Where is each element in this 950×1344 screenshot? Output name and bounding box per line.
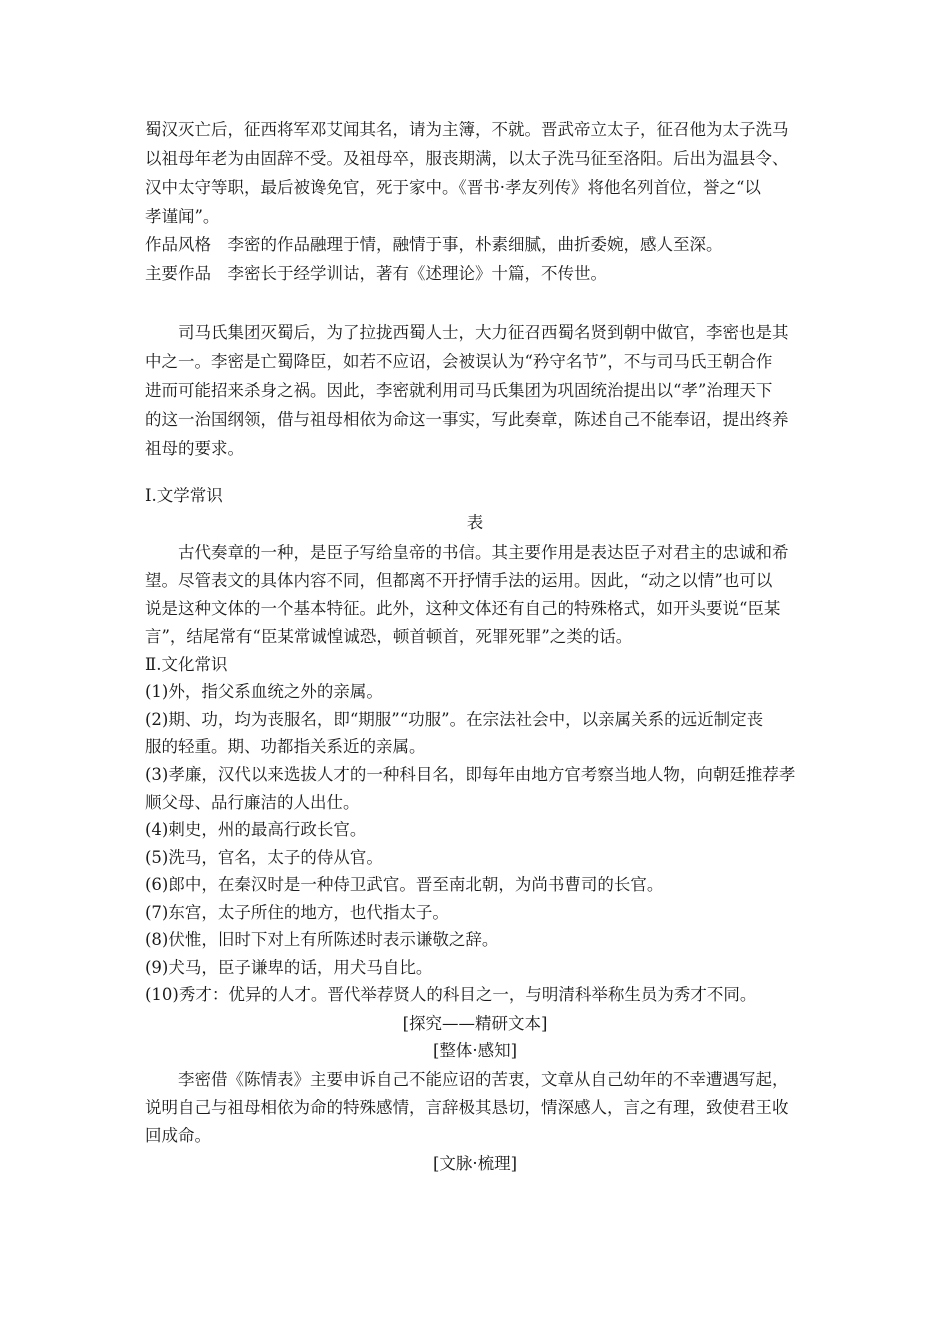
- bio-line: 以祖母年老为由固辞不受。及祖母卒，服丧期满，以太子洗马征至洛阳。后出为温县令、: [145, 149, 789, 168]
- culture-item: (5)洗马，官名，太子的侍从官。: [145, 848, 383, 867]
- section-heading-literature: Ⅰ.文学常识: [145, 486, 223, 505]
- culture-item: (7)东宫，太子所住的地方，也代指太子。: [145, 903, 449, 922]
- culture-item: (4)刺史，州的最高行政长官。: [145, 820, 367, 839]
- main-works-line: 主要作品 李密长于经学训诂，著有《述理论》十篇，不传世。: [145, 264, 607, 283]
- work-style-line: 作品风格 李密的作品融理于情，融情于事，朴素细腻，曲折委婉，感人至深。: [145, 235, 723, 254]
- biao-line: 古代奏章的一种，是臣子写给皇帝的书信。其主要作用是表达臣子对君主的忠诚和希: [178, 543, 789, 562]
- culture-item: (10)秀才：优异的人才。晋代举荐贤人的科目之一，与明清科举称生员为秀才不同。: [145, 985, 757, 1004]
- culture-item: (9)犬马，臣子谦卑的话，用犬马自比。: [145, 958, 433, 977]
- overall-heading: [整体·感知]: [432, 1041, 518, 1060]
- bio-line: 孝谨闻”。: [145, 207, 220, 226]
- overall-line: 说明自己与祖母相依为命的特殊感情，言辞极其恳切，情深感人，言之有理，致使君王收: [145, 1098, 789, 1117]
- culture-item: (6)郎中，在秦汉时是一种侍卫武官。晋至南北朝，为尚书曹司的长官。: [145, 875, 664, 894]
- background-line: 中之一。李密是亡蜀降臣，如若不应诏，会被误认为“矜守名节”，不与司马氏王朝合作: [145, 352, 773, 371]
- overall-line: 李密借《陈情表》主要申诉自己不能应诏的苦衷，文章从自己幼年的不幸遭遇写起，: [178, 1070, 789, 1089]
- background-line: 祖母的要求。: [145, 439, 244, 458]
- biao-line: 说是这种文体的一个基本特征。此外，这种文体还有自己的特殊格式，如开头要说“臣某: [145, 599, 781, 618]
- biao-title: 表: [466, 513, 484, 532]
- culture-item: 服的轻重。期、功都指关系近的亲属。: [145, 737, 426, 756]
- biao-line: 言”，结尾常有“臣某常诚惶诚恐，顿首顿首，死罪死罪”之类的话。: [145, 627, 633, 646]
- culture-item: 顺父母、品行廉洁的人出仕。: [145, 793, 360, 812]
- explore-heading: [探究——精研文本]: [402, 1014, 548, 1033]
- culture-item: (8)伏惟，旧时下对上有所陈述时表示谦敬之辞。: [145, 930, 499, 949]
- background-line: 司马氏集团灭蜀后，为了拉拢西蜀人士，大力征召西蜀名贤到朝中做官，李密也是其: [178, 323, 789, 342]
- structure-heading: [文脉·梳理]: [432, 1154, 518, 1173]
- bio-line: 汉中太守等职，最后被谗免官，死于家中。《晋书·孝友列传》将他名列首位，誉之“以: [145, 178, 761, 197]
- culture-item: (2)期、功，均为丧服名，即“期服”“功服”。在宗法社会中，以亲属关系的远近制定丧: [145, 710, 764, 729]
- bio-line: 蜀汉灭亡后，征西将军邓艾闻其名，请为主簿，不就。晋武帝立太子，征召他为太子洗马: [145, 120, 789, 139]
- section-heading-culture: Ⅱ.文化常识: [145, 655, 228, 674]
- background-line: 进而可能招来杀身之祸。因此，李密就利用司马氏集团为巩固统治提出以“孝”治理天下: [145, 381, 773, 400]
- overall-line: 回成命。: [145, 1126, 211, 1145]
- culture-item: (3)孝廉，汉代以来选拔人才的一种科目名，即每年由地方官考察当地人物，向朝廷推荐孝: [145, 765, 796, 784]
- biao-line: 望。尽管表文的具体内容不同，但都离不开抒情手法的运用。因此，“动之以情”也可以: [145, 571, 773, 590]
- culture-item: (1)外，指父系血统之外的亲属。: [145, 682, 383, 701]
- background-line: 的这一治国纲领，借与祖母相依为命这一事实，写此奏章，陈述自己不能奉诏，提出终养: [145, 410, 789, 429]
